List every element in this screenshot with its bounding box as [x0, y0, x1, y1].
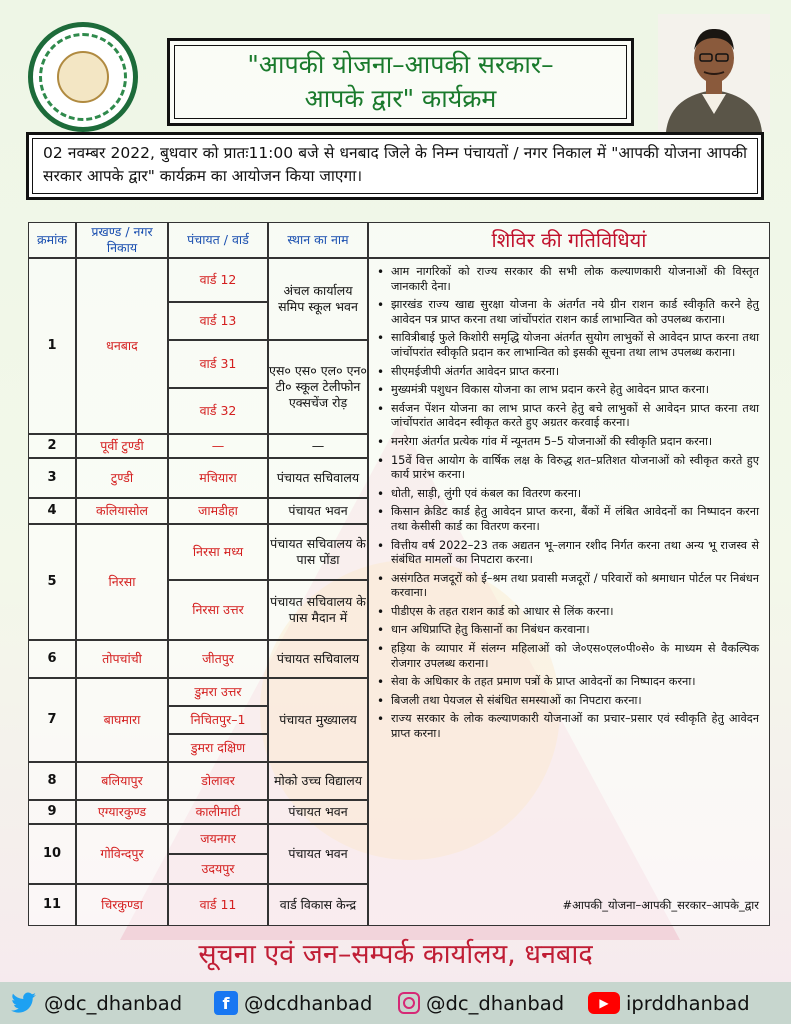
twitter-handle: @dc_dhanbad [44, 991, 183, 1015]
row-1-sno: 1 [28, 258, 76, 434]
activity-item: • किसान क्रेडिट कार्ड हेतु आवेदन प्राप्त करना, बैंकों में लंबित आवेदनों का निष्पादन करना तथा केसीसी कार्ड का वितरण करना। [391, 505, 759, 534]
row-7-sno: 7 [28, 678, 76, 762]
row-3-venue: पंचायत सचिवालय [268, 458, 368, 498]
schedule-table [28, 222, 770, 926]
row-10-panchayat-b: उदयपुर [168, 854, 268, 884]
row-5-panchayat-b: निरसा उत्तर [168, 580, 268, 640]
row-4-venue: पंचायत भवन [268, 498, 368, 524]
row-2-block: पूर्वी टुण्डी [76, 434, 168, 458]
row-6-panchayat: जीतपुर [168, 640, 268, 678]
social-instagram[interactable] [398, 992, 564, 1015]
title-line-2: आपके द्वार" कार्यक्रम [304, 84, 497, 113]
row-1-block: धनबाद [76, 258, 168, 434]
row-1-venue-a: अंचल कार्यालय समिप स्कूल भवन [268, 258, 368, 340]
activity-item: • सीएमईजीपी अंतर्गत आवेदन प्राप्त करना। [391, 365, 759, 380]
activities-list-cell [368, 258, 770, 926]
header-sno: क्रमांक [28, 222, 76, 258]
row-6-block: तोपचांची [76, 640, 168, 678]
row-1-venue-b: एस० एस० एल० एन० टी० स्कूल टेलीफोन एक्सचेंज रोड़ [268, 340, 368, 434]
activity-item: • धान अधिप्राप्ति हेतु किसानों का निबंधन करवाना। [391, 623, 759, 638]
row-8-sno: 8 [28, 762, 76, 800]
youtube-icon: ▶ [588, 992, 620, 1014]
instagram-handle: @dc_dhanbad [426, 991, 565, 1015]
activity-item: • असंगठित मजदूरों को ई–श्रम तथा प्रवासी मजदूरों / परिवारों को श्रमाधान पोर्टल पर निबंधन करवाना। [391, 572, 759, 601]
header-venue: स्थान का नाम [268, 222, 368, 258]
row-7-panchayat-c: डुमरा दक्षिण [168, 734, 268, 762]
activity-item: • वित्तीय वर्ष 2022–23 तक अद्यतन भू–लगान रशीद निर्गत करना तथा अन्य भू राजस्व से संबंधित मामलों का निपटारा करना। [391, 539, 759, 568]
activity-item: • मनरेगा अंतर्गत प्रत्येक गांव में न्यूनतम 5–5 योजनाओं की स्वीकृति प्रदान करना। [391, 435, 759, 450]
activity-item: • झारखंड राज्य खाद्य सुरक्षा योजना के अंतर्गत नये ग्रीन राशन कार्ड स्वीकृति करने हेतु आवेदन पत्र प्राप्त करना तथा जांचोंपरांत राशन कार्ड लाभान्वित को उपलब्ध कराना। [391, 298, 759, 327]
row-2-sno: 2 [28, 434, 76, 458]
jharkhand-government-logo [28, 22, 138, 132]
header-panchayat: पंचायत / वार्ड [168, 222, 268, 258]
row-3-sno: 3 [28, 458, 76, 498]
row-5-venue-b: पंचायत सचिवालय के पास मैदान में [268, 580, 368, 640]
instagram-icon [398, 992, 420, 1014]
row-1-ward-13: वार्ड 13 [168, 302, 268, 340]
social-facebook[interactable] [214, 991, 372, 1015]
row-3-block: टुण्डी [76, 458, 168, 498]
row-5-venue-a: पंचायत सचिवालय के पास पोंडा [268, 524, 368, 580]
row-2-venue: — [268, 434, 368, 458]
header-block: प्रखण्ड / नगर निकाय [76, 222, 168, 258]
row-2-panchayat: — [168, 434, 268, 458]
row-7-venue: पंचायत मुख्यालय [268, 678, 368, 762]
row-1-ward-31: वार्ड 31 [168, 340, 268, 388]
program-title-box [167, 38, 634, 126]
announcement-text: 02 नवम्बर 2022, बुधवार को प्रातः11:00 बजे से धनबाद जिले के निम्न पंचायतों / नगर निकाल में "आपकी योजना आपकी सरकार आपके द्वार" कार्यक्रम का आयोजन किया जाएगा। [43, 144, 747, 185]
twitter-icon [10, 991, 38, 1015]
header-activities: शिविर की गतिविधियां [368, 222, 770, 258]
activity-item: • पीडीएस के तहत राशन कार्ड को आधार से लिंक करना। [391, 605, 759, 620]
social-youtube[interactable] [588, 992, 750, 1015]
activity-item: • सेवा के अधिकार के तहत प्रमाण पत्रों के प्राप्त आवेदनों का निष्पादन करना। [391, 675, 759, 690]
row-11-panchayat: वार्ड 11 [168, 884, 268, 926]
row-8-panchayat: डोलावर [168, 762, 268, 800]
row-3-panchayat: मचियारा [168, 458, 268, 498]
office-name: सूचना एवं जन–सम्पर्क कार्यालय, धनबाद [198, 939, 593, 970]
activity-item: • धोती, साड़ी, लुंगी एवं कंबल का वितरण करना। [391, 487, 759, 502]
facebook-handle: @dcdhanbad [244, 991, 373, 1015]
row-9-block: एग्यारकुण्ड [76, 800, 168, 824]
row-1-ward-32: वार्ड 32 [168, 388, 268, 434]
row-8-block: बलियापुर [76, 762, 168, 800]
row-4-sno: 4 [28, 498, 76, 524]
activity-item: • मुख्यमंत्री पशुधन विकास योजना का लाभ प्रदान करने हेतु आवेदन प्राप्त करना। [391, 383, 759, 398]
row-11-sno: 11 [28, 884, 76, 926]
row-8-venue: मोको उच्च विद्यालय [268, 762, 368, 800]
row-6-sno: 6 [28, 640, 76, 678]
row-11-block: चिरकुण्डा [76, 884, 168, 926]
row-7-block: बाघमारा [76, 678, 168, 762]
row-10-venue: पंचायत भवन [268, 824, 368, 884]
row-10-panchayat-a: जयनगर [168, 824, 268, 854]
row-5-block: निरसा [76, 524, 168, 640]
activity-item: • राज्य सरकार के लोक कल्याणकारी योजनाओं का प्रचार–प्रसार एवं स्वीकृति हेतु आवेदन प्राप्त करना। [391, 712, 759, 741]
row-9-sno: 9 [28, 800, 76, 824]
row-9-panchayat: कालीमाटी [168, 800, 268, 824]
row-4-block: कलियासोल [76, 498, 168, 524]
activity-item: • आम नागरिकों को राज्य सरकार की सभी लोक कल्याणकारी योजनाओं की विस्तृत जानकारी देना। [391, 265, 759, 294]
social-media-bar [0, 982, 791, 1024]
row-1-ward-12: वार्ड 12 [168, 258, 268, 302]
row-10-block: गोविन्दपुर [76, 824, 168, 884]
facebook-icon: f [214, 991, 238, 1015]
row-10-sno: 10 [28, 824, 76, 884]
activity-item: • सर्वजन पेंशन योजना का लाभ प्राप्त करने हेतु बचे लाभुकों से आवेदन प्राप्त करना तथा जांचोंपरांत आवेदन स्वीकृत करते हुए अग्रतर करवाई करना। [391, 402, 759, 431]
activities-list [375, 265, 759, 742]
row-5-sno: 5 [28, 524, 76, 640]
activity-item: • सावित्रीबाई फुले किशोरी समृद्धि योजना अंतर्गत सुयोग लाभुकों से आवेदन प्राप्त करना तथा जांचोंपरांत स्वीकृति प्रदान कर लाभान्वित को इसकी सूचना तथा लाभ उपलब्ध कराना। [391, 331, 759, 360]
row-11-venue: वार्ड विकास केन्द्र [268, 884, 368, 926]
social-twitter[interactable] [10, 991, 182, 1015]
announcement-box [26, 132, 764, 200]
row-9-venue: पंचायत भवन [268, 800, 368, 824]
chief-minister-portrait [658, 14, 770, 132]
campaign-hashtag: #आपकी_योजना–आपकी_सरकार–आपके_द्वार [562, 898, 759, 912]
youtube-handle: iprddhanbad [626, 991, 750, 1015]
row-7-panchayat-b: निचितपुर–1 [168, 706, 268, 734]
row-4-panchayat: जामडीहा [168, 498, 268, 524]
activity-item: • हड़िया के व्यापार में संलग्न महिलाओं को जे०एस०एल०पी०से० के माध्यम से वैकल्पिक रोजगार उपलब्ध कराना। [391, 642, 759, 671]
row-5-panchayat-a: निरसा मध्य [168, 524, 268, 580]
row-6-venue: पंचायत सचिवालय [268, 640, 368, 678]
title-line-1: "आपकी योजना–आपकी सरकार– [247, 50, 554, 79]
activity-item: • बिजली तथा पेयजल से संबंधित समस्याओं का निपटारा करना। [391, 694, 759, 709]
row-7-panchayat-a: डुमरा उत्तर [168, 678, 268, 706]
activity-item: • 15वें वित्त आयोग के वार्षिक लक्ष के विरुद्ध शत–प्रतिशत योजनाओं को स्वीकृत करते हुए कार्य प्रारंभ करना। [391, 454, 759, 483]
